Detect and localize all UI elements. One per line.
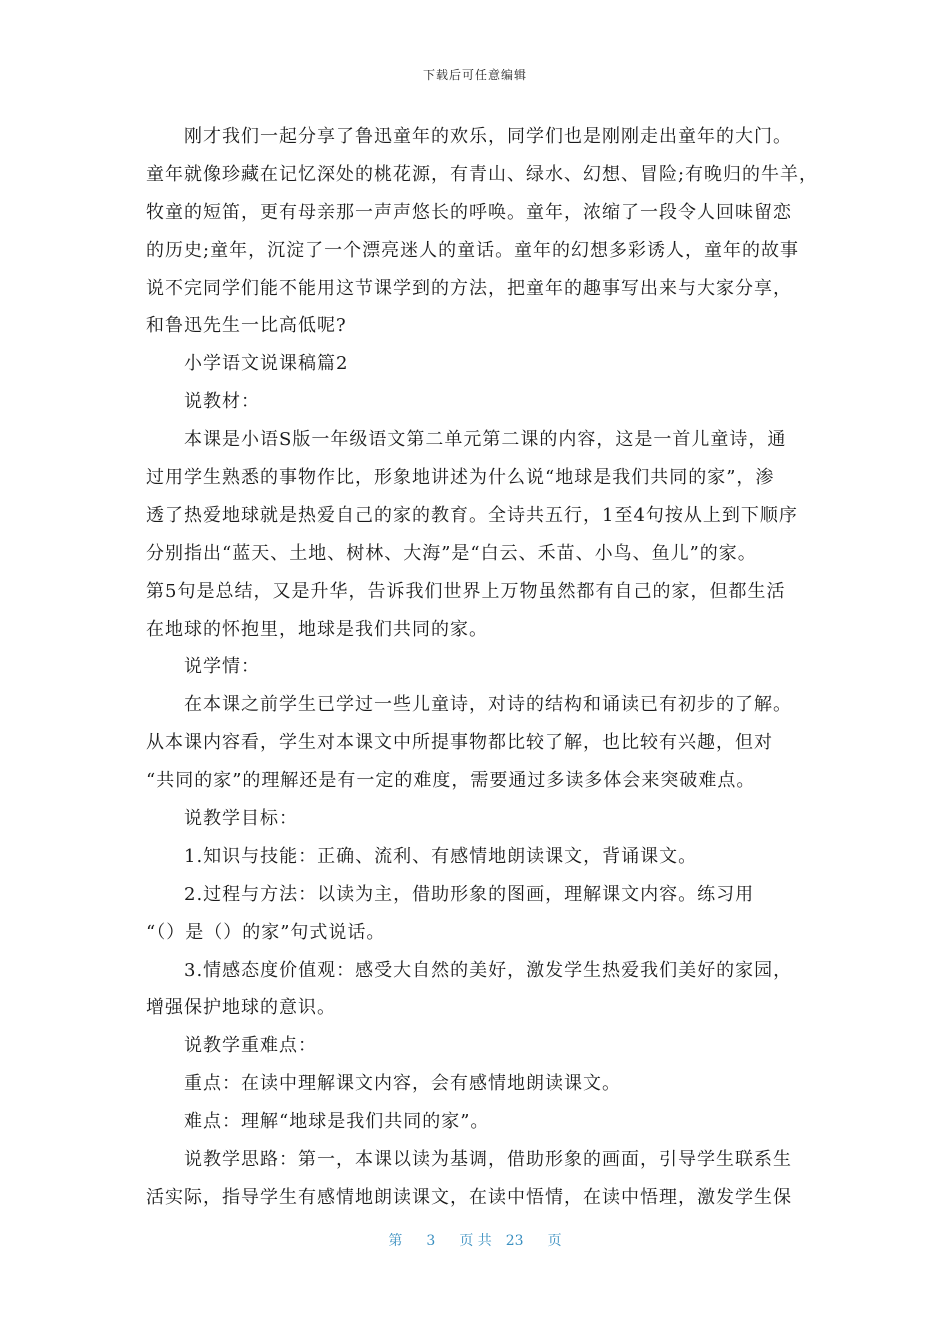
- text-line: 重点：在读中理解课文内容，会有感情地朗读课文。: [184, 1073, 621, 1095]
- body-text: [146, 118, 826, 1217]
- text-line: 2.过程与方法：以读为主，借助形象的图画，理解课文内容。练习用: [184, 883, 755, 905]
- text-line: 童年就像珍藏在记忆深处的桃花源，有青山、绿水、幻想、冒险;有晚归的牛羊，: [146, 163, 819, 185]
- footer-page-number: 3: [426, 1233, 436, 1249]
- text-line: 活实际，指导学生有感情地朗读课文，在读中悟情，在读中悟理，激发学生保: [146, 1186, 792, 1208]
- footer-ye: 页: [547, 1233, 562, 1249]
- text-line: 过用学生熟悉的事物作比，形象地讲述为什么说“地球是我们共同的家”，渗: [146, 467, 775, 489]
- footer-ye-gong: 页 共: [459, 1233, 492, 1249]
- text-line: 分别指出“蓝天、土地、树林、大海”是“白云、禾苗、小鸟、鱼儿”的家。: [146, 542, 757, 564]
- text-line: “共同的家”的理解还是有一定的难度，需要通过多读多体会来突破难点。: [146, 770, 756, 792]
- text-line: 说不完同学们能不能用这节课学到的方法，把童年的趣事写出来与大家分享，: [146, 277, 792, 299]
- text-line: 和鲁迅先生一比高低呢?: [146, 315, 347, 337]
- text-line: “（）是（）的家”句式说话。: [146, 921, 386, 943]
- subheading: 说教学重难点：: [184, 1035, 317, 1057]
- text-line: 刚才我们一起分享了鲁迅童年的欢乐，同学们也是刚刚走出童年的大门。: [184, 126, 792, 147]
- text-line: 牧童的短笛，更有母亲那一声声悠长的呼唤。童年，浓缩了一段令人回味留恋: [146, 201, 792, 223]
- text-line: 透了热爱地球就是热爱自己的家的教育。全诗共五行，1至4句按从上到下顺序: [146, 504, 798, 526]
- text-line: 说教学思路：第一，本课以读为基调，借助形象的画面，引导学生联系生: [184, 1149, 792, 1171]
- subheading: 说学情：: [184, 656, 260, 678]
- footer-total-pages: 23: [505, 1233, 524, 1249]
- text-line: 从本课内容看，学生对本课文中所提事物都比较了解，也比较有兴趣，但对: [146, 732, 773, 754]
- text-line: 3.情感态度价值观：感受大自然的美好，激发学生热爱我们美好的家园，: [184, 959, 793, 981]
- text-line: 在本课之前学生已学过一些儿童诗，对诗的结构和诵读已有初步的了解。: [184, 694, 792, 716]
- text-line: 难点：理解“地球是我们共同的家”。: [184, 1111, 490, 1133]
- footer-di: 第: [388, 1233, 403, 1249]
- text-line: 第5句是总结，又是升华，告诉我们世界上万物虽然都有自己的家，但都生活: [146, 580, 786, 602]
- text-line: 在地球的怀抱里，地球是我们共同的家。: [146, 618, 488, 640]
- text-line: 增强保护地球的意识。: [146, 997, 336, 1019]
- page-header: 下载后可任意编辑: [422, 68, 527, 82]
- text-line: 1.知识与技能：正确、流利、有感情地朗读课文，背诵课文。: [184, 845, 698, 867]
- section-title: 小学语文说课稿篇2: [184, 353, 349, 375]
- text-line: 本课是小语S版一年级语文第二单元第二课的内容，这是一首儿童诗，通: [184, 429, 787, 451]
- subheading: 说教材：: [184, 391, 260, 413]
- text-line: 的历史;童年，沉淀了一个漂亮迷人的童话。童年的幻想多彩诱人，童年的故事: [146, 239, 800, 261]
- subheading: 说教学目标：: [184, 808, 298, 830]
- page-footer: [0, 1230, 950, 1250]
